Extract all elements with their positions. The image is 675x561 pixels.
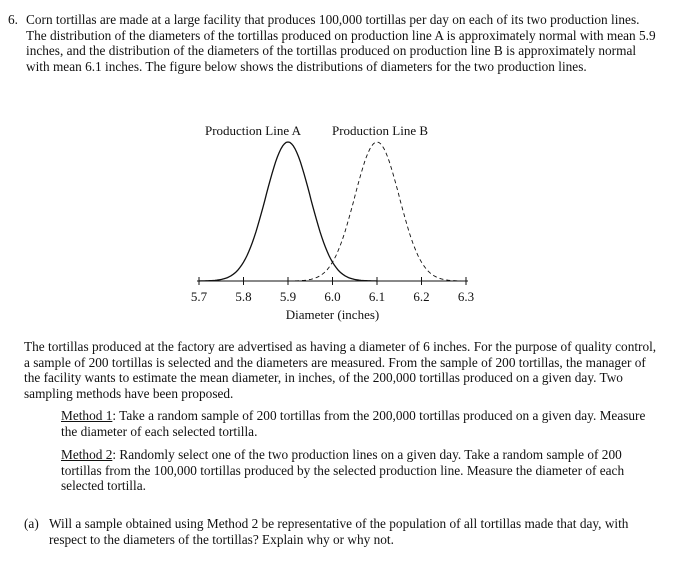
x-tick-label: 6.0: [324, 289, 341, 304]
part-a-text: Will a sample obtained using Method 2 be representative of the population of all tortillas made that day, with respect to the diameters of the tortillas? Explain why or why not.: [49, 516, 629, 547]
method-1-text: : Take a random sample of 200 tortillas from the 200,000 tortillas produced on a given day. Measure the diameter of each selected tortilla.: [61, 408, 646, 439]
x-tick-label: 6.2: [413, 289, 430, 304]
x-axis-title: Diameter (inches): [285, 307, 380, 322]
part-a-label: (a): [24, 516, 39, 531]
x-tick-label: 6.1: [368, 289, 386, 304]
method-2: [61, 447, 661, 494]
x-tick-label: 6.3: [457, 289, 475, 304]
legend-label-line-b: Production Line B: [331, 123, 429, 138]
diameter-distribution-chart: [0, 115, 675, 327]
curve-line-a: [199, 142, 377, 281]
method-2-name: Method 2: [61, 447, 113, 462]
question-intro-text: Corn tortillas are made at a large facility that produces 100,000 tortillas per day on each of its two production lines. The distribution of the diameters of the tortillas produced on production line A is approximately normal with mean 5.9 inches, and the distribution of the diameters of the tortillas produced on production line B is approximately normal with mean 6.1 inches. The figure below shows the distributions of diameters for the two production lines.: [26, 12, 656, 74]
legend-label-line-a: Production Line A: [204, 123, 302, 138]
x-tick-label: 5.9: [279, 289, 297, 304]
x-tick-label: 5.7: [190, 289, 208, 304]
method-1-name: Method 1: [61, 408, 113, 423]
part-a-question: [24, 516, 664, 547]
method-2-text: : Randomly select one of the two production lines on a given day. Take a random sample of 200 tortillas from the 100,000 tortillas produced by the selected production line. Measure the diameter of each selected tortilla.: [61, 447, 625, 494]
question-number: 6.: [8, 12, 18, 27]
advert-paragraph: The tortillas produced at the factory are advertised as having a diameter of 6 inches. For the purpose of quality control, a sample of 200 tortillas is selected and the diameters are measured. From the sample of 200 tortillas, the manager of the facility wants to estimate the mean diameter, in inches, of the 200,000 tortillas produced on a given day. Two sampling methods have been proposed.: [24, 339, 657, 401]
x-tick-label: 5.8: [235, 289, 252, 304]
method-1: [61, 408, 661, 439]
question-intro: [8, 12, 660, 74]
